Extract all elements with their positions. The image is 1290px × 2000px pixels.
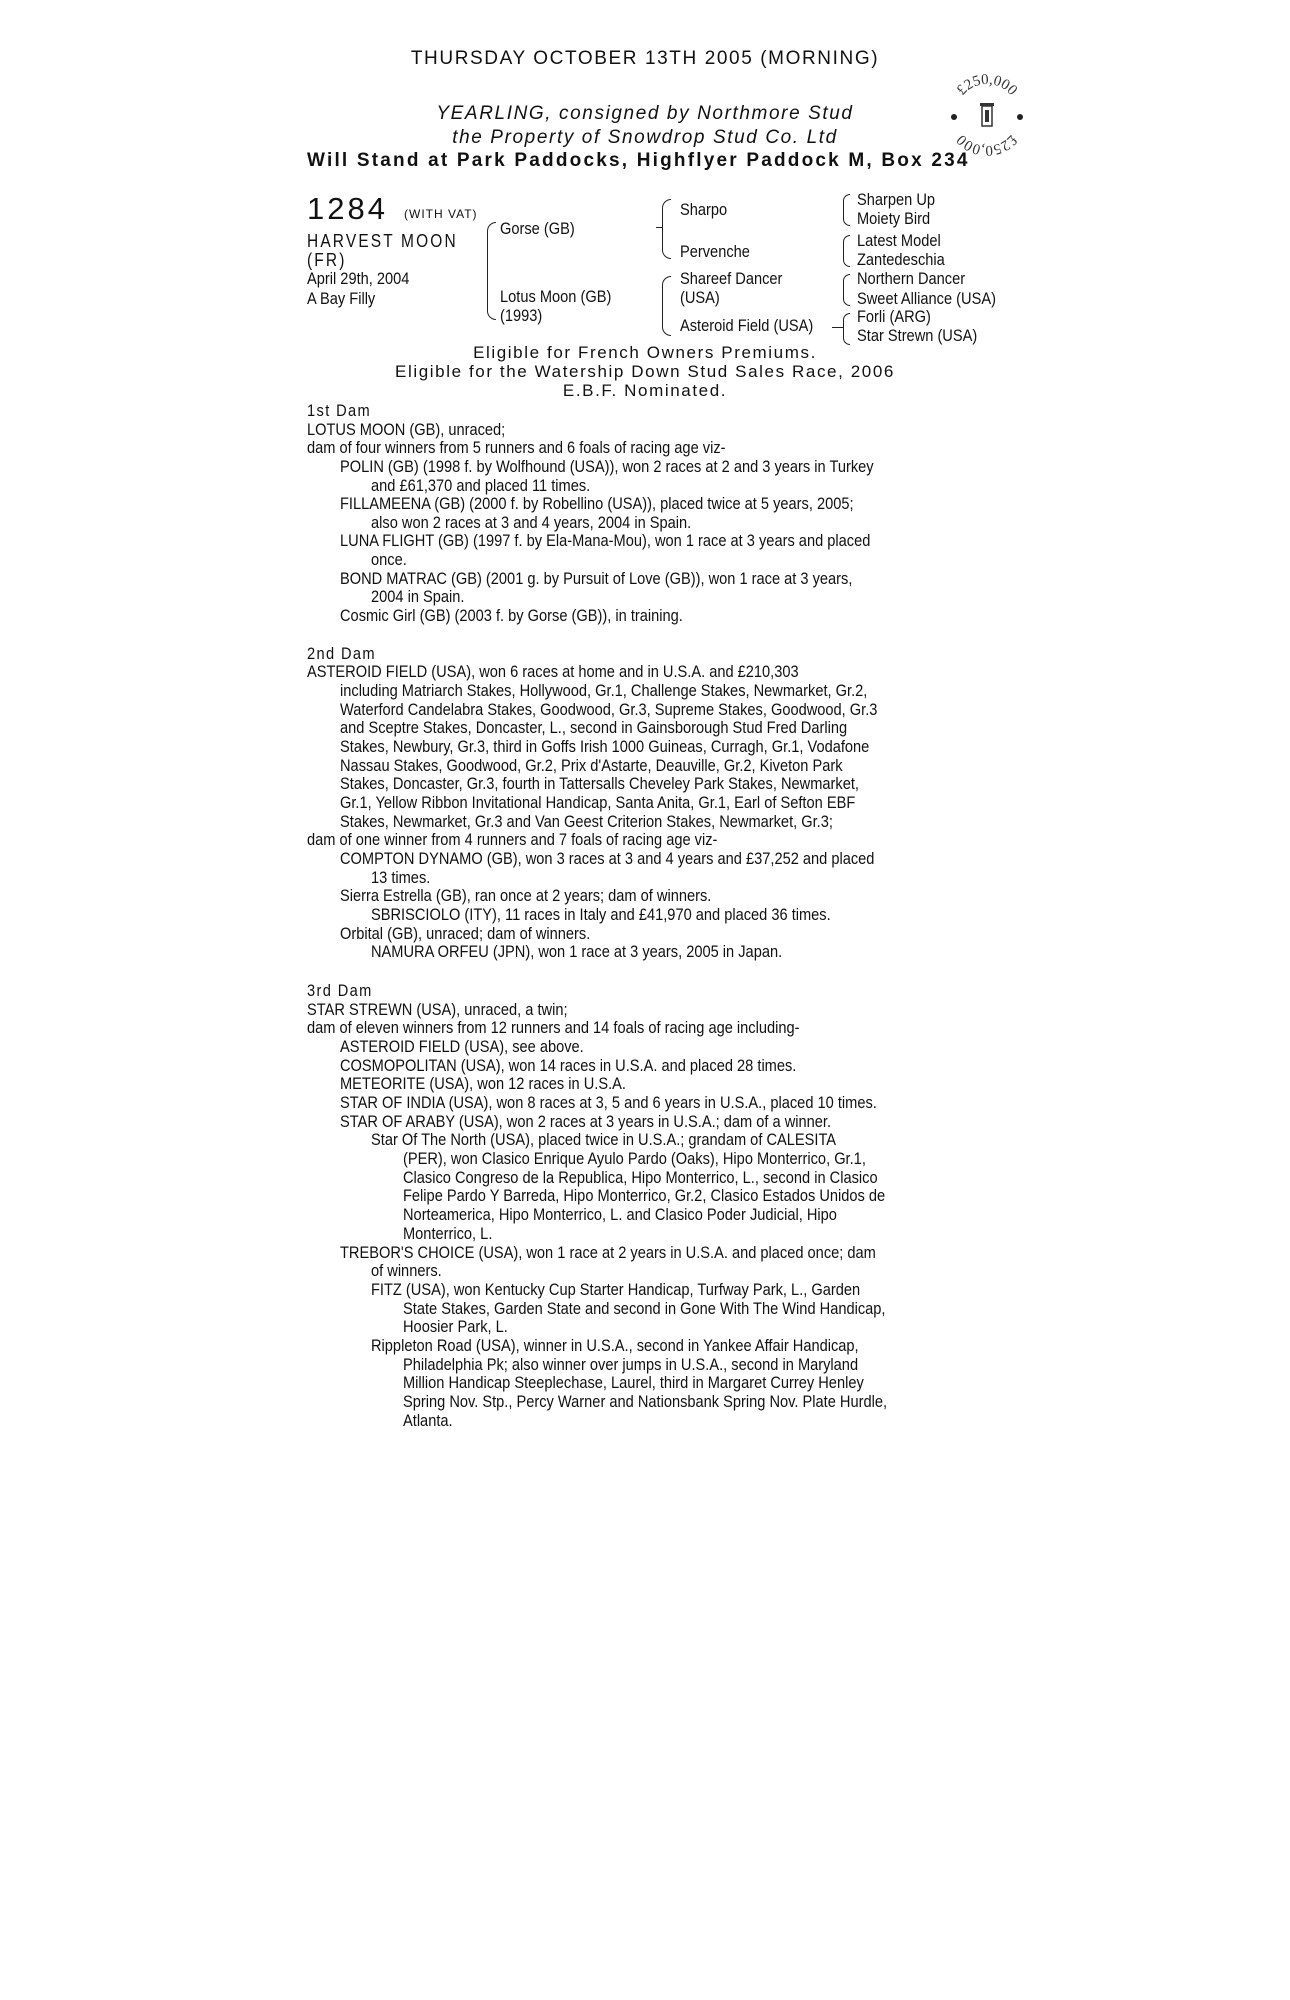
ebf-nominated: E.B.F. Nominated. bbox=[562, 381, 728, 400]
horse-country: (FR) bbox=[307, 250, 347, 270]
second-dam-line: Orbital (GB), unraced; dam of winners. bbox=[340, 924, 591, 943]
second-dam-heading: 2nd Dam bbox=[307, 644, 376, 663]
pedigree-dam-year: (1993) bbox=[500, 306, 543, 325]
second-dam-line: Gr.1, Yellow Ribbon Invitational Handicap, Santa Anita, Gr.1, Earl of Sefton EBF bbox=[340, 793, 856, 812]
pedigree-g2: Moiety Bird bbox=[857, 209, 931, 228]
third-dam-line: (PER), won Clasico Enrique Ayulo Pardo (Oaks), Hipo Monterrico, Gr.1, bbox=[403, 1149, 866, 1168]
pedigree-g5: Northern Dancer bbox=[857, 269, 966, 288]
horse-name: HARVEST MOON bbox=[307, 231, 458, 251]
pedigree-g4: Zantedeschia bbox=[857, 250, 945, 269]
property-line: the Property of Snowdrop Stud Co. Ltd bbox=[452, 127, 838, 148]
third-dam-line: STAR STREWN (USA), unraced, a twin; bbox=[307, 1000, 568, 1019]
pedigree-g8: Star Strewn (USA) bbox=[857, 326, 978, 345]
third-dam-line: COSMOPOLITAN (USA), won 14 races in U.S.A. and placed 28 times. bbox=[340, 1056, 797, 1075]
third-dam-line: of winners. bbox=[371, 1261, 442, 1280]
third-dam-line: Monterrico, L. bbox=[403, 1224, 493, 1243]
third-dam-line: Felipe Pardo Y Barreda, Hipo Monterrico, Gr.2, Clasico Estados Unidos de bbox=[403, 1186, 886, 1205]
second-dam-line: including Matriarch Stakes, Hollywood, Gr.1, Challenge Stakes, Newmarket, Gr.2, bbox=[340, 681, 868, 700]
first-dam-line: 2004 in Spain. bbox=[371, 587, 465, 606]
brace-sire-dam bbox=[487, 222, 496, 320]
svg-text:£250,000 bbox=[954, 72, 1020, 99]
pedigree-dam-sire-country: (USA) bbox=[680, 288, 720, 307]
third-dam-heading: 3rd Dam bbox=[307, 981, 373, 1000]
pedigree-g3: Latest Model bbox=[857, 231, 941, 250]
second-dam-line: and Sceptre Stakes, Doncaster, L., second in Gainsborough Stud Fred Darling bbox=[340, 718, 848, 737]
second-dam-line: Stakes, Newbury, Gr.3, third in Goffs Irish 1000 Guineas, Curragh, Gr.1, Vodafone bbox=[340, 737, 870, 756]
foaling-date: April 29th, 2004 bbox=[307, 269, 410, 288]
third-dam-line: FITZ (USA), won Kentucky Cup Starter Handicap, Turfway Park, L., Garden bbox=[371, 1280, 861, 1299]
brace-sire-parents bbox=[662, 199, 671, 259]
seal-text-top: £250,000 bbox=[953, 71, 1021, 99]
third-dam-line: Rippleton Road (USA), winner in U.S.A., second in Yankee Affair Handicap, bbox=[371, 1336, 859, 1355]
second-dam-line: 13 times. bbox=[371, 868, 431, 887]
first-dam-line: LOTUS MOON (GB), unraced; bbox=[307, 420, 506, 439]
stand-line: Will Stand at Park Paddocks, Highflyer Paddock M, Box 234 bbox=[307, 150, 970, 171]
second-dam-line: Waterford Candelabra Stakes, Goodwood, Gr.3, Supreme Stakes, Goodwood, Gr.3 bbox=[340, 700, 878, 719]
second-dam-line: SBRISCIOLO (ITY), 11 races in Italy and £41,970 and placed 36 times. bbox=[371, 905, 831, 924]
third-dam-line: Norteamerica, Hipo Monterrico, L. and Clasico Poder Judicial, Hipo bbox=[403, 1205, 837, 1224]
third-dam-line: Philadelphia Pk; also winner over jumps in U.S.A., second in Maryland bbox=[403, 1355, 859, 1374]
first-dam-heading: 1st Dam bbox=[307, 401, 372, 420]
seal-text-bottom: £250,000 bbox=[953, 131, 1021, 159]
first-dam-line: BOND MATRAC (GB) (2001 g. by Pursuit of Love (GB)), won 1 race at 3 years, bbox=[340, 569, 853, 588]
first-dam-line: POLIN (GB) (1998 f. by Wolfhound (USA)), won 2 races at 2 and 3 years in Turkey bbox=[340, 457, 874, 476]
sale-date-line: THURSDAY OCTOBER 13TH 2005 (MORNING) bbox=[410, 48, 880, 69]
first-dam-line: FILLAMEENA (GB) (2000 f. by Robellino (USA)), placed twice at 5 years, 2005; bbox=[340, 494, 854, 513]
third-dam-line: ASTEROID FIELD (USA), see above. bbox=[340, 1037, 584, 1056]
second-dam-line: NAMURA ORFEU (JPN), won 1 race at 3 years, 2005 in Japan. bbox=[371, 942, 783, 961]
pedigree-sire-dam: Pervenche bbox=[680, 242, 750, 261]
eligibility-sales-race: Eligible for the Watership Down Stud Sales Race, 2006 bbox=[395, 362, 895, 381]
third-dam-line: STAR OF INDIA (USA), won 8 races at 3, 5 and 6 years in U.S.A., placed 10 times. bbox=[340, 1093, 877, 1112]
brace-g4 bbox=[843, 313, 850, 345]
third-dam-line: METEORITE (USA), won 12 races in U.S.A. bbox=[340, 1074, 626, 1093]
second-dam-line: Stakes, Newmarket, Gr.3 and Van Geest Criterion Stakes, Newmarket, Gr.3; bbox=[340, 812, 833, 831]
third-dam-line: STAR OF ARABY (USA), won 2 races at 3 years in U.S.A.; dam of a winner. bbox=[340, 1112, 832, 1131]
second-dam-line: dam of one winner from 4 runners and 7 foals of racing age viz- bbox=[307, 830, 718, 849]
third-dam-line: State Stakes, Garden State and second in Gone With The Wind Handicap, bbox=[403, 1299, 886, 1318]
sex-colour: A Bay Filly bbox=[307, 289, 376, 308]
pedigree-dam-dam: Asteroid Field (USA) bbox=[680, 316, 814, 335]
third-dam-line: Atlanta. bbox=[403, 1411, 453, 1430]
lot-number: 1284 bbox=[307, 191, 388, 226]
brace-dam-parents bbox=[662, 276, 671, 336]
first-dam-line: and £61,370 and placed 11 times. bbox=[371, 476, 591, 495]
third-dam-line: dam of eleven winners from 12 runners and 14 foals of racing age including- bbox=[307, 1018, 800, 1037]
third-dam-line: Star Of The North (USA), placed twice in U.S.A.; grandam of CALESITA bbox=[371, 1130, 837, 1149]
third-dam-line: Spring Nov. Stp., Percy Warner and Nationsbank Spring Nov. Plate Hurdle, bbox=[403, 1392, 888, 1411]
brace-g3 bbox=[843, 274, 850, 306]
brace-g2 bbox=[843, 235, 850, 267]
vat-label: (WITH VAT) bbox=[404, 207, 478, 221]
second-dam-line: ASTEROID FIELD (USA), won 6 races at home and in U.S.A. and £210,303 bbox=[307, 662, 799, 681]
first-dam-line: also won 2 races at 3 and 4 years, 2004 in Spain. bbox=[371, 513, 692, 532]
first-dam-line: once. bbox=[371, 550, 407, 569]
third-dam-line: Clasico Congreso de la Republica, Hipo Monterrico, L., second in Clasico bbox=[403, 1168, 878, 1187]
pedigree-g6: Sweet Alliance (USA) bbox=[857, 289, 996, 308]
pedigree-dam-sire: Shareef Dancer bbox=[680, 269, 783, 288]
eligibility-french: Eligible for French Owners Premiums. bbox=[473, 343, 817, 362]
first-dam-line: Cosmic Girl (GB) (2003 f. by Gorse (GB)), in training. bbox=[340, 606, 683, 625]
first-dam-line: LUNA FLIGHT (GB) (1997 f. by Ela-Mana-Mou), won 1 race at 3 years and placed bbox=[340, 531, 871, 550]
second-dam-line: Stakes, Doncaster, Gr.3, fourth in Tattersalls Cheveley Park Stakes, Newmarket, bbox=[340, 774, 859, 793]
pedigree-g7: Forli (ARG) bbox=[857, 307, 931, 326]
pedigree-dam: Lotus Moon (GB) bbox=[500, 287, 612, 306]
pedigree-sire: Gorse (GB) bbox=[500, 219, 575, 238]
first-dam-line: dam of four winners from 5 runners and 6 foals of racing age viz- bbox=[307, 438, 726, 457]
third-dam-line: TREBOR'S CHOICE (USA), won 1 race at 2 years in U.S.A. and placed once; dam bbox=[340, 1243, 876, 1262]
pedigree-g1: Sharpen Up bbox=[857, 190, 936, 209]
price-seal-icon bbox=[942, 70, 1032, 160]
svg-text:£250,000 bbox=[954, 131, 1020, 158]
brace-g1 bbox=[843, 194, 850, 226]
third-dam-line: Million Handicap Steeplechase, Laurel, third in Margaret Currey Henley bbox=[403, 1373, 864, 1392]
second-dam-line: Sierra Estrella (GB), ran once at 2 years; dam of winners. bbox=[340, 886, 712, 905]
third-dam-line: Hoosier Park, L. bbox=[403, 1317, 508, 1336]
consignor-line: YEARLING, consigned by Northmore Stud bbox=[436, 103, 854, 124]
pedigree-sire-sire: Sharpo bbox=[680, 200, 728, 219]
second-dam-line: Nassau Stakes, Goodwood, Gr.2, Prix d'Astarte, Deauville, Gr.2, Kiveton Park bbox=[340, 756, 843, 775]
second-dam-line: COMPTON DYNAMO (GB), won 3 races at 3 and 4 years and £37,252 and placed bbox=[340, 849, 875, 868]
